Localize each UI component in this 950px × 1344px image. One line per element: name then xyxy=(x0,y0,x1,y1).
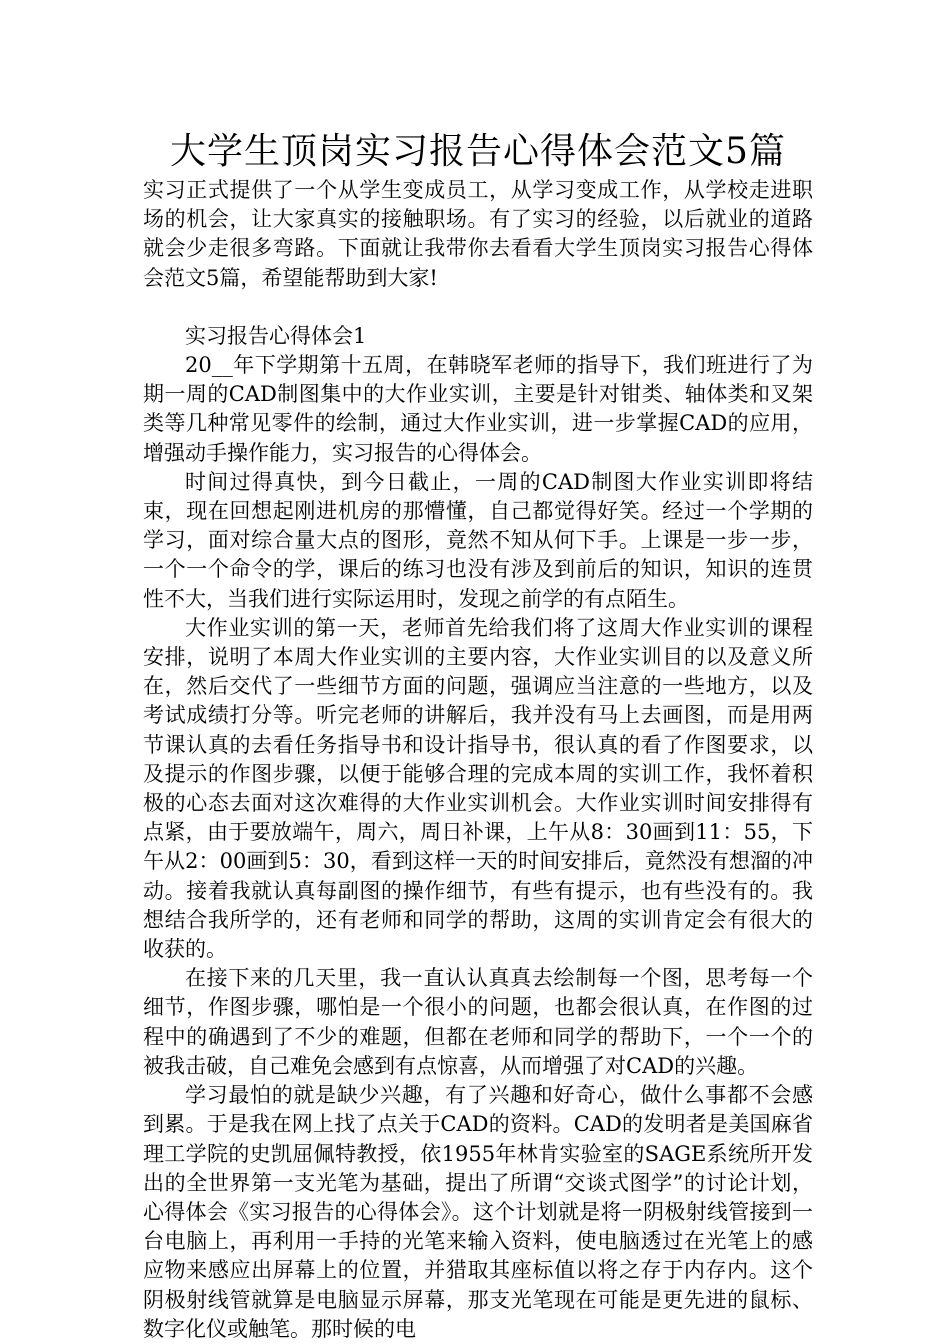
body-paragraph-5: 学习最怕的就是缺少兴趣，有了兴趣和好奇心，做什么事都不会感到累。于是我在网上找了点关于CAD的资料。CAD的发明者是美国麻省理工学院的史凯屈佩特教授，依1955年林肯实验室的SAGE系统所开发出的全世界第一支光笔为基础，提出了所谓“交谈式图学”的讨论计划，心得体会《实习报告的心得体会》。这个计划就是将一阴极射线管接到一台电脑上，再利用一手持的光笔来输入资料，使电脑透过在光笔上的感应物来感应出屏幕上的位置，并猎取其座标值以将之存于内存内。这个阴极射线管就算是电脑显示屏幕，那支光笔现在可能是更先进的鼠标、数字化仪或触笔。那时候的电 xyxy=(143,1083,813,1341)
document-page xyxy=(143,130,813,1344)
section-heading: 实习报告心得体会1 xyxy=(185,323,367,348)
body-paragraph-4: 在接下来的几天里，我一直认认真真去绘制每一个图，思考每一个细节，作图步骤，哪怕是一个很小的问题，也都会很认真，在作图的过程中的确遇到了不少的难题，但都在老师和同学的帮助下，一个一个的被我击破，自己难免会感到有点惊喜，从而增强了对CAD的兴趣。 xyxy=(143,966,813,1078)
body-paragraph-2: 时间过得真快，到今日截止，一周的CAD制图大作业实训即将结束，现在回想起刚进机房的那懵懂，自己都觉得好笑。经过一个学期的学习，面对综合量大点的图形，竟然不知从何下手。上课是一步一步，一个一个命令的学，课后的练习也没有涉及到前后的知识，知识的连贯性不大，当我们进行实际运用时，发现之前学的有点陌生。 xyxy=(143,469,813,611)
intro-paragraph: 实习正式提供了一个从学生变成员工，从学习变成工作，从学校走进职场的机会，让大家真实的接触职场。有了实习的经验，以后就业的道路就会少走很多弯路。下面就让我带你去看看大学生顶岗实习报告心得体会范文5篇，希望能帮助到大家! xyxy=(143,178,813,290)
blank-line xyxy=(143,293,813,322)
body-paragraph-3: 大作业实训的第一天，老师首先给我们将了这周大作业实训的课程安排，说明了本周大作业实训的主要内容，大作业实训目的以及意义所在，然后交代了一些细节方面的问题，强调应当注意的一些地方，以及考试成绩打分等。听完老师的讲解后，我并没有马上去画图，而是用两节课认真的去看任务指导书和设计指导书，很认真的看了作图要求，以及提示的作图步骤，以便于能够合理的完成本周的实训工作，我怀着积极的心态去面对这次难得的大作业实训机会。大作业实训时间安排得有点紧，由于要放端午，周六，周日补课，上午从8：30画到11：55，下午从2：00画到5：30，看到这样一天的时间安排后，竟然没有想溜的冲动。接着我就认真每副图的操作细节，有些有提示，也有些没有的。我想结合我所学的，还有老师和同学的帮助，这周的实训肯定会有很大的收获的。 xyxy=(143,615,813,962)
document-title: 大学生顶岗实习报告心得体会范文5篇 xyxy=(170,131,786,172)
body-paragraph-1: 20__年下学期第十五周，在韩晓军老师的指导下，我们班进行了为期一周的CAD制图集中的大作业实训，主要是针对钳类、轴体类和叉架类等几种常见零件的绘制，通过大作业实训，进一步掌握CAD的应用，增强动手操作能力，实习报告的心得体会。 xyxy=(143,353,813,465)
